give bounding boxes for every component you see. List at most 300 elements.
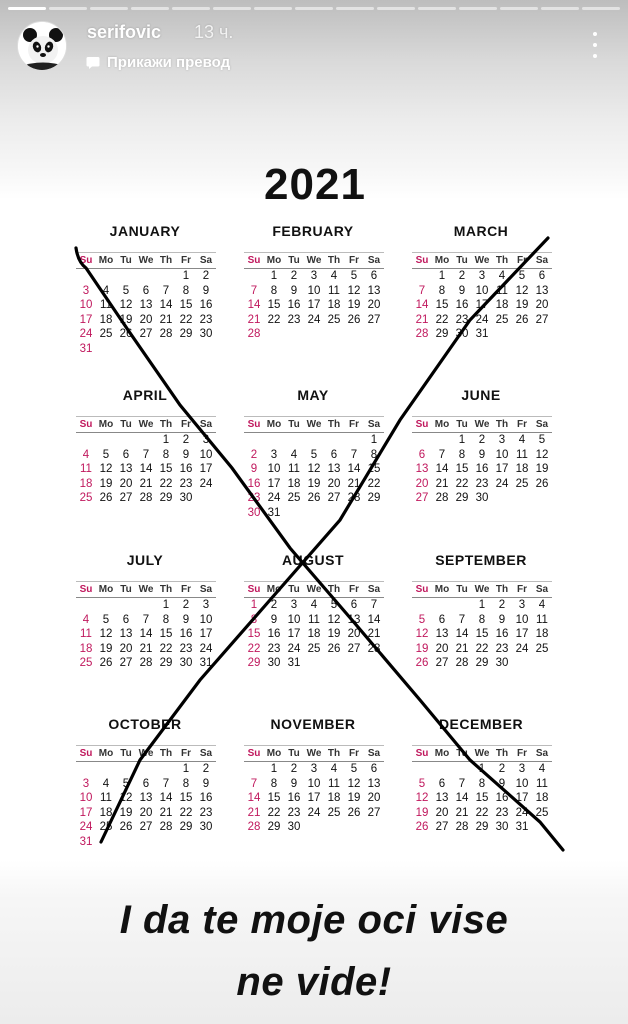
day-cell: 31 — [199, 657, 213, 669]
month-name: APRIL — [122, 387, 168, 403]
day-cell: 6 — [370, 270, 378, 282]
day-cell: 1 — [458, 434, 466, 446]
empty-day-cell — [156, 762, 176, 777]
weekday-header: Sa — [532, 745, 552, 762]
day-cell: 23 — [267, 642, 281, 655]
progress-segment — [377, 7, 415, 10]
month-day-grid — [412, 745, 556, 835]
day-cell: 21 — [367, 628, 381, 640]
day-cell: 18 — [535, 792, 549, 804]
day-cell: 29 — [247, 657, 261, 669]
day-cell: 29 — [475, 821, 489, 833]
day-cell: 24 — [307, 313, 321, 326]
day-cell: 8 — [162, 448, 170, 461]
day-cell: 23 — [247, 492, 261, 504]
day-cell: 12 — [119, 299, 133, 311]
day-cell: 5 — [102, 613, 110, 626]
month-name: NOVEMBER — [270, 716, 356, 732]
month-name: SEPTEMBER — [435, 552, 527, 568]
day-cell: 21 — [247, 313, 261, 326]
day-cell: 4 — [330, 270, 338, 282]
day-cell: 3 — [202, 599, 210, 611]
day-cell: 19 — [119, 806, 133, 819]
day-cell: 10 — [267, 463, 281, 475]
day-cell: 29 — [475, 657, 489, 669]
weekday-header: Sa — [196, 745, 216, 762]
day-cell: 18 — [99, 313, 113, 326]
day-cell: 16 — [179, 628, 193, 640]
day-cell: 14 — [247, 299, 261, 311]
day-cell: 21 — [159, 313, 173, 326]
day-cell: 26 — [119, 328, 133, 340]
progress-segment — [131, 7, 169, 10]
day-cell: 15 — [179, 792, 193, 804]
day-cell: 16 — [495, 628, 509, 640]
weekday-header: Sa — [364, 416, 384, 433]
day-cell: 1 — [270, 270, 278, 282]
weekday-header: Th — [156, 416, 176, 433]
month-day-grid — [244, 252, 388, 342]
empty-day-cell — [324, 433, 344, 448]
day-cell: 20 — [367, 299, 381, 311]
empty-day-cell — [432, 433, 452, 448]
day-cell: 8 — [182, 284, 190, 297]
translate-button[interactable] — [86, 54, 230, 71]
day-cell: 16 — [179, 463, 193, 475]
day-cell: 19 — [119, 313, 133, 326]
day-cell: 16 — [475, 463, 489, 475]
month-day-grid — [412, 416, 556, 506]
weekday-header: Tu — [116, 581, 136, 598]
weekday-header: We — [136, 581, 156, 598]
day-cell: 5 — [518, 270, 526, 282]
day-cell: 3 — [498, 434, 506, 446]
progress-segment — [336, 7, 374, 10]
day-cell: 21 — [139, 642, 153, 655]
story-progress-bar — [8, 7, 620, 10]
day-cell: 3 — [310, 270, 318, 282]
day-cell: 6 — [370, 763, 378, 775]
empty-day-cell — [244, 433, 264, 448]
day-cell: 6 — [418, 448, 426, 461]
day-cell: 18 — [327, 299, 341, 311]
empty-day-cell — [432, 762, 452, 777]
day-cell: 10 — [199, 448, 213, 461]
profile-avatar[interactable] — [17, 21, 67, 71]
story-username[interactable]: serifovic — [87, 22, 162, 42]
day-cell: 3 — [82, 284, 90, 297]
weekday-header: Th — [492, 416, 512, 433]
calendar-month — [238, 220, 388, 342]
day-cell: 31 — [79, 835, 93, 848]
empty-day-cell — [116, 598, 136, 613]
day-cell: 7 — [162, 284, 170, 297]
day-cell: 7 — [438, 448, 446, 461]
day-cell: 16 — [199, 792, 213, 804]
empty-day-cell — [452, 598, 472, 613]
month-day-grid — [76, 416, 220, 506]
weekday-header: Tu — [452, 745, 472, 762]
day-cell: 11 — [328, 284, 340, 297]
weekday-header: We — [472, 416, 492, 433]
day-cell: 19 — [99, 477, 113, 490]
month-day-grid — [76, 581, 220, 671]
day-cell: 25 — [307, 642, 321, 655]
day-cell: 11 — [496, 284, 508, 297]
day-cell: 14 — [159, 792, 173, 804]
translate-bubble-icon — [86, 56, 100, 70]
day-cell: 11 — [288, 463, 300, 475]
day-cell: 11 — [328, 777, 340, 790]
empty-day-cell — [264, 433, 284, 448]
day-cell: 15 — [267, 299, 281, 311]
weekday-header: Th — [492, 581, 512, 598]
day-cell: 9 — [498, 613, 506, 626]
weekday-header: Su — [412, 416, 432, 433]
weekday-header: Mo — [96, 416, 116, 433]
day-cell: 7 — [350, 448, 358, 461]
day-cell: 28 — [455, 657, 469, 669]
progress-segment — [295, 7, 333, 10]
day-cell: 18 — [307, 628, 321, 640]
day-cell: 29 — [179, 328, 193, 340]
day-cell: 25 — [515, 477, 529, 490]
progress-segment — [8, 7, 46, 10]
progress-segment — [213, 7, 251, 10]
empty-day-cell — [136, 433, 156, 448]
weekday-header: Fr — [512, 745, 532, 762]
day-cell: 9 — [202, 284, 210, 297]
day-cell: 30 — [247, 506, 261, 519]
day-cell: 28 — [415, 328, 429, 340]
day-cell: 24 — [515, 642, 529, 655]
month-day-grid — [244, 745, 388, 835]
day-cell: 31 — [267, 506, 281, 519]
day-cell: 19 — [307, 477, 321, 490]
weekday-header: Th — [324, 581, 344, 598]
day-cell: 2 — [498, 599, 506, 611]
caption-line-1: I da te moje oci vise — [119, 898, 509, 942]
day-cell: 11 — [100, 792, 112, 804]
empty-day-cell — [244, 762, 264, 777]
day-cell: 24 — [199, 642, 213, 655]
day-cell: 29 — [267, 821, 281, 833]
day-cell: 5 — [350, 270, 358, 282]
weekday-header: We — [136, 252, 156, 269]
day-cell: 18 — [287, 477, 301, 490]
day-cell: 21 — [159, 806, 173, 819]
weekday-header: Sa — [532, 581, 552, 598]
empty-day-cell — [76, 269, 96, 284]
day-cell: 27 — [367, 313, 381, 326]
empty-day-cell — [96, 433, 116, 448]
day-cell: 3 — [518, 763, 526, 775]
day-cell: 20 — [347, 628, 361, 640]
weekday-header: Su — [244, 745, 264, 762]
day-cell: 31 — [79, 342, 93, 355]
day-cell: 17 — [495, 463, 509, 475]
day-cell: 10 — [307, 777, 321, 790]
day-cell: 16 — [247, 477, 261, 490]
empty-day-cell — [156, 269, 176, 284]
day-cell: 8 — [478, 777, 486, 790]
day-cell: 6 — [538, 270, 546, 282]
weekday-header: Fr — [344, 252, 364, 269]
day-cell: 17 — [79, 806, 93, 819]
day-cell: 24 — [79, 821, 93, 833]
weekday-header: Tu — [116, 745, 136, 762]
day-cell: 14 — [247, 792, 261, 804]
weekday-header: Su — [412, 252, 432, 269]
weekday-header: Fr — [512, 416, 532, 433]
day-cell: 10 — [307, 284, 321, 297]
day-cell: 13 — [327, 463, 341, 475]
day-cell: 12 — [119, 792, 133, 804]
day-cell: 18 — [79, 642, 93, 655]
weekday-header: Su — [76, 745, 96, 762]
day-cell: 30 — [267, 657, 281, 669]
progress-segment — [459, 7, 497, 10]
day-cell: 22 — [159, 477, 173, 490]
day-cell: 18 — [515, 463, 529, 475]
day-cell: 23 — [179, 642, 193, 655]
day-cell: 4 — [82, 613, 90, 626]
day-cell: 2 — [290, 763, 298, 775]
day-cell: 2 — [478, 434, 486, 446]
day-cell: 12 — [307, 463, 321, 475]
day-cell: 27 — [435, 657, 449, 669]
weekday-header: Sa — [364, 745, 384, 762]
weekday-header: Th — [156, 745, 176, 762]
empty-day-cell — [412, 433, 432, 448]
day-cell: 3 — [270, 448, 278, 461]
month-day-grid — [412, 252, 556, 342]
day-cell: 11 — [100, 299, 112, 311]
day-cell: 15 — [179, 299, 193, 311]
day-cell: 6 — [330, 448, 338, 461]
day-cell: 17 — [287, 628, 301, 640]
day-cell: 29 — [367, 492, 381, 504]
weekday-header: Fr — [344, 745, 364, 762]
day-cell: 1 — [250, 599, 258, 611]
day-cell: 5 — [350, 763, 358, 775]
day-cell: 19 — [99, 642, 113, 655]
empty-day-cell — [304, 433, 324, 448]
weekday-header: Th — [492, 252, 512, 269]
day-cell: 27 — [435, 821, 449, 833]
day-cell: 16 — [199, 299, 213, 311]
weekday-header: We — [472, 581, 492, 598]
day-cell: 20 — [139, 313, 153, 326]
day-cell: 22 — [435, 313, 449, 326]
day-cell: 20 — [535, 299, 549, 311]
day-cell: 30 — [199, 328, 213, 340]
day-cell: 14 — [159, 299, 173, 311]
day-cell: 24 — [495, 477, 509, 490]
day-cell: 1 — [162, 434, 170, 446]
day-cell: 21 — [415, 313, 429, 326]
month-day-grid — [412, 581, 556, 671]
day-cell: 9 — [182, 448, 190, 461]
day-cell: 6 — [142, 777, 150, 790]
calendar-month — [238, 549, 388, 671]
day-cell: 8 — [182, 777, 190, 790]
day-cell: 14 — [139, 628, 153, 640]
day-cell: 7 — [370, 599, 378, 611]
day-cell: 22 — [179, 313, 193, 326]
weekday-header: Su — [244, 581, 264, 598]
day-cell: 29 — [159, 492, 173, 504]
weekday-header: Mo — [96, 252, 116, 269]
day-cell: 20 — [119, 477, 133, 490]
weekday-header: Su — [412, 581, 432, 598]
day-cell: 17 — [199, 463, 213, 475]
day-cell: 22 — [159, 642, 173, 655]
day-cell: 8 — [458, 448, 466, 461]
progress-segment — [49, 7, 87, 10]
day-cell: 30 — [455, 328, 469, 340]
day-cell: 5 — [330, 599, 338, 611]
day-cell: 6 — [142, 284, 150, 297]
day-cell: 8 — [270, 284, 278, 297]
day-cell: 10 — [199, 613, 213, 626]
weekday-header: We — [304, 581, 324, 598]
day-cell: 19 — [415, 642, 429, 655]
day-cell: 6 — [438, 613, 446, 626]
day-cell: 24 — [475, 313, 489, 326]
calendar-month — [406, 384, 556, 506]
empty-day-cell — [76, 762, 96, 777]
weekday-header: Fr — [512, 581, 532, 598]
story-time: 13 ч. — [194, 22, 234, 42]
progress-segment — [254, 7, 292, 10]
month-day-grid — [244, 581, 388, 671]
day-cell: 22 — [267, 806, 281, 819]
day-cell: 23 — [179, 477, 193, 490]
day-cell: 29 — [455, 492, 469, 504]
day-cell: 28 — [367, 642, 381, 655]
weekday-header: We — [136, 416, 156, 433]
day-cell: 16 — [495, 792, 509, 804]
day-cell: 28 — [139, 492, 153, 504]
day-cell: 23 — [287, 806, 301, 819]
day-cell: 2 — [290, 270, 298, 282]
day-cell: 5 — [418, 777, 426, 790]
day-cell: 29 — [179, 821, 193, 833]
empty-day-cell — [116, 762, 136, 777]
day-cell: 4 — [82, 448, 90, 461]
day-cell: 22 — [475, 642, 489, 655]
day-cell: 25 — [99, 821, 113, 833]
weekday-header: Sa — [364, 581, 384, 598]
day-cell: 4 — [102, 284, 110, 297]
progress-segment — [541, 7, 579, 10]
empty-day-cell — [412, 598, 432, 613]
day-cell: 26 — [307, 492, 321, 504]
day-cell: 20 — [119, 642, 133, 655]
day-cell: 8 — [370, 448, 378, 461]
day-cell: 8 — [438, 284, 446, 297]
weekday-header: Fr — [176, 581, 196, 598]
day-cell: 24 — [79, 328, 93, 340]
day-cell: 25 — [79, 492, 93, 504]
empty-day-cell — [96, 598, 116, 613]
weekday-header: Mo — [432, 581, 452, 598]
day-cell: 12 — [515, 284, 529, 297]
day-cell: 18 — [79, 477, 93, 490]
day-cell: 15 — [267, 792, 281, 804]
day-cell: 15 — [159, 628, 173, 640]
day-cell: 17 — [515, 628, 529, 640]
day-cell: 2 — [270, 599, 278, 611]
day-cell: 10 — [495, 448, 509, 461]
day-cell: 23 — [495, 806, 509, 819]
day-cell: 27 — [139, 821, 153, 833]
day-cell: 12 — [99, 463, 113, 475]
day-cell: 5 — [418, 613, 426, 626]
day-cell: 17 — [475, 299, 489, 311]
empty-day-cell — [432, 598, 452, 613]
day-cell: 19 — [515, 299, 529, 311]
day-cell: 4 — [538, 763, 546, 775]
weekday-header: Sa — [364, 252, 384, 269]
day-cell: 24 — [267, 492, 281, 504]
day-cell: 25 — [495, 313, 509, 326]
day-cell: 9 — [498, 777, 506, 790]
day-cell: 16 — [287, 299, 301, 311]
day-cell: 5 — [122, 777, 130, 790]
day-cell: 17 — [515, 792, 529, 804]
day-cell: 9 — [478, 448, 486, 461]
day-cell: 16 — [287, 792, 301, 804]
day-cell: 5 — [310, 448, 318, 461]
day-cell: 12 — [415, 792, 429, 804]
day-cell: 28 — [159, 328, 173, 340]
day-cell: 28 — [347, 492, 361, 504]
month-day-grid — [244, 416, 388, 520]
day-cell: 28 — [247, 821, 261, 833]
day-cell: 30 — [199, 821, 213, 833]
day-cell: 31 — [287, 657, 301, 669]
calendar-month — [406, 220, 556, 342]
day-cell: 14 — [455, 792, 469, 804]
day-cell: 25 — [99, 328, 113, 340]
empty-day-cell — [116, 433, 136, 448]
weekday-header: Mo — [264, 252, 284, 269]
more-options-icon[interactable] — [586, 30, 604, 60]
day-cell: 6 — [350, 599, 358, 611]
day-cell: 13 — [435, 792, 449, 804]
weekday-header: Mo — [432, 416, 452, 433]
day-cell: 7 — [458, 613, 466, 626]
day-cell: 1 — [478, 763, 486, 775]
day-cell: 26 — [347, 806, 361, 819]
day-cell: 2 — [250, 448, 258, 461]
day-cell: 27 — [415, 492, 429, 504]
weekday-header: Fr — [344, 581, 364, 598]
month-name: FEBRUARY — [272, 223, 354, 239]
day-cell: 2 — [202, 763, 210, 775]
progress-segment — [418, 7, 456, 10]
weekday-header: Fr — [344, 416, 364, 433]
day-cell: 5 — [538, 434, 546, 446]
day-cell: 27 — [535, 313, 549, 326]
day-cell: 28 — [159, 821, 173, 833]
weekday-header: We — [472, 252, 492, 269]
empty-day-cell — [116, 269, 136, 284]
weekday-header: Tu — [116, 416, 136, 433]
day-cell: 19 — [415, 806, 429, 819]
